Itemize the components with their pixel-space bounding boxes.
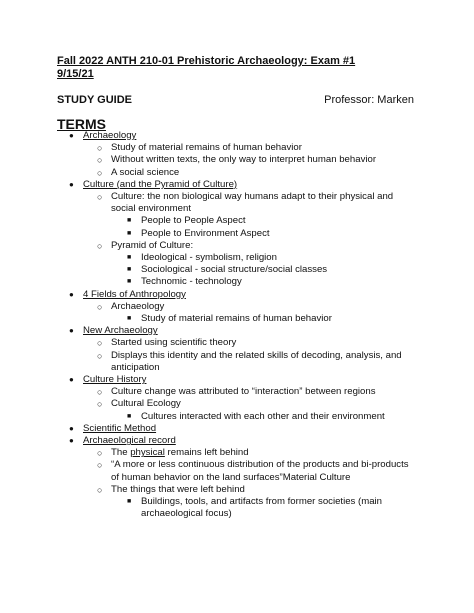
outline-item-level-2 [57, 350, 417, 374]
terms-heading: TERMS [57, 116, 106, 132]
outline-item-text: Archaeological record [83, 435, 176, 447]
bullet-icon: ○ [97, 460, 103, 471]
bullet-icon: ● [69, 131, 74, 140]
outline-item-text: Buildings, tools, and artifacts from former societies (main archaeological focus) [141, 496, 383, 520]
outline-item-text [111, 447, 249, 458]
outline-item-text: Archaeology [83, 130, 137, 141]
outline-item-level-2 [57, 398, 417, 410]
outline-item-text: 4 Fields of Anthropology [83, 288, 186, 300]
outline-item-level-1 [57, 130, 417, 142]
exam-date: 9/15/21 [57, 68, 94, 80]
outline-item-level-1 [57, 374, 417, 386]
bullet-icon: ○ [97, 143, 103, 154]
bullet-icon: ○ [97, 484, 103, 495]
outline-item-level-2 [57, 484, 417, 496]
bullet-icon: ● [69, 179, 74, 189]
outline-item-level-2 [57, 167, 417, 179]
bullet-icon: ○ [97, 338, 103, 349]
outline-item-level-3 [57, 252, 417, 264]
outline-item-level-3 [57, 496, 417, 520]
outline-item-text: Pyramid of Culture: [111, 239, 194, 251]
bullet-icon: ■ [127, 498, 132, 506]
outline-item-text: Sociological - social structure/social classes [141, 264, 328, 276]
bullet-icon: ■ [127, 229, 132, 237]
text-run: remains left behind [164, 447, 249, 459]
bullet-icon: ○ [97, 240, 103, 251]
outline-item-level-1 [57, 325, 417, 337]
bullet-icon: ● [69, 289, 74, 299]
outline-item-level-2 [57, 240, 417, 252]
outline-item-text: Ideological - symbolism, religion [141, 252, 277, 264]
outline-item-level-2 [57, 154, 417, 166]
terms-outline [57, 130, 417, 521]
bullet-icon: ○ [97, 350, 103, 361]
outline-item-text: Started using scientific theory [111, 337, 237, 349]
outline-item-text: A social science [111, 166, 180, 178]
outline-item-text: Culture History [83, 374, 147, 386]
outline-item-text: People to Environment Aspect [141, 227, 270, 239]
outline-item-text: Study of material remains of human behavior [141, 313, 332, 325]
outline-item-text: People to People Aspect [141, 215, 246, 227]
outline-item-text: Culture: the non biological way humans adapt to their physical and social environment [111, 191, 394, 215]
outline-item-level-2 [57, 447, 417, 459]
outline-item-text: Technomic - technology [141, 276, 242, 288]
outline-item-text: Study of material remains of human behavior [111, 142, 302, 154]
bullet-icon: ■ [127, 217, 132, 225]
outline-item-level-2 [57, 386, 417, 398]
outline-item-level-1 [57, 423, 417, 435]
outline-item-level-3 [57, 215, 417, 227]
bullet-icon: ○ [97, 301, 103, 312]
bullet-icon: ● [69, 436, 74, 446]
bullet-icon: ■ [127, 315, 132, 323]
bullet-icon: ● [69, 423, 74, 433]
bullet-icon: ● [69, 375, 74, 385]
outline-item-level-2 [57, 301, 417, 313]
outline-item-level-2 [57, 459, 417, 483]
outline-item-level-1 [57, 435, 417, 447]
bullet-icon: ■ [127, 412, 132, 420]
bullet-icon: ● [69, 326, 74, 336]
underlined-text: physical [130, 447, 165, 459]
bullet-icon: ■ [127, 266, 132, 274]
bullet-icon: ■ [127, 254, 132, 262]
bullet-icon: ○ [97, 192, 103, 203]
outline-item-text: Culture (and the Pyramid of Culture) [83, 178, 238, 190]
text-run: The [111, 447, 131, 459]
outline-item-level-3 [57, 228, 417, 240]
outline-item-text: Culture change was attributed to “interaction” between regions [111, 386, 376, 398]
outline-item-level-3 [57, 276, 417, 288]
outline-item-level-3 [57, 411, 417, 423]
outline-item-text: Archaeology [111, 300, 165, 312]
outline-item-text: “A more or less continuous distribution of the products and bi-products of human behavior on the land surfaces”Material Culture [111, 459, 409, 483]
bullet-icon: ○ [97, 399, 103, 410]
outline-item-level-1 [57, 179, 417, 191]
bullet-icon: ○ [97, 387, 103, 398]
outline-item-level-1 [57, 289, 417, 301]
outline-item-text: Displays this identity and the related skills of decoding, analysis, and anticipation [111, 349, 402, 373]
bullet-icon: ○ [97, 448, 103, 459]
outline-item-level-2 [57, 337, 417, 349]
bullet-icon: ■ [127, 278, 132, 286]
outline-item-level-3 [57, 313, 417, 325]
professor-label: Professor: Marken [324, 94, 414, 106]
outline-item-text: Scientific Method [83, 422, 157, 434]
outline-item-level-2 [57, 142, 417, 154]
outline-item-text: Cultures interacted with each other and their environment [141, 410, 385, 422]
outline-item-text: Cultural Ecology [111, 398, 181, 410]
outline-item-text: New Archaeology [83, 325, 158, 337]
bullet-icon: ○ [97, 155, 103, 166]
outline-item-level-2 [57, 191, 417, 215]
exam-title: Fall 2022 ANTH 210-01 Prehistoric Archaeology: Exam #1 [57, 55, 356, 67]
bullet-icon: ○ [97, 167, 103, 178]
study-guide-label: STUDY GUIDE [57, 94, 132, 106]
outline-item-text: Without written texts, the only way to interpret human behavior [111, 154, 377, 166]
outline-item-level-3 [57, 264, 417, 276]
outline-item-text: The things that were left behind [111, 483, 245, 495]
